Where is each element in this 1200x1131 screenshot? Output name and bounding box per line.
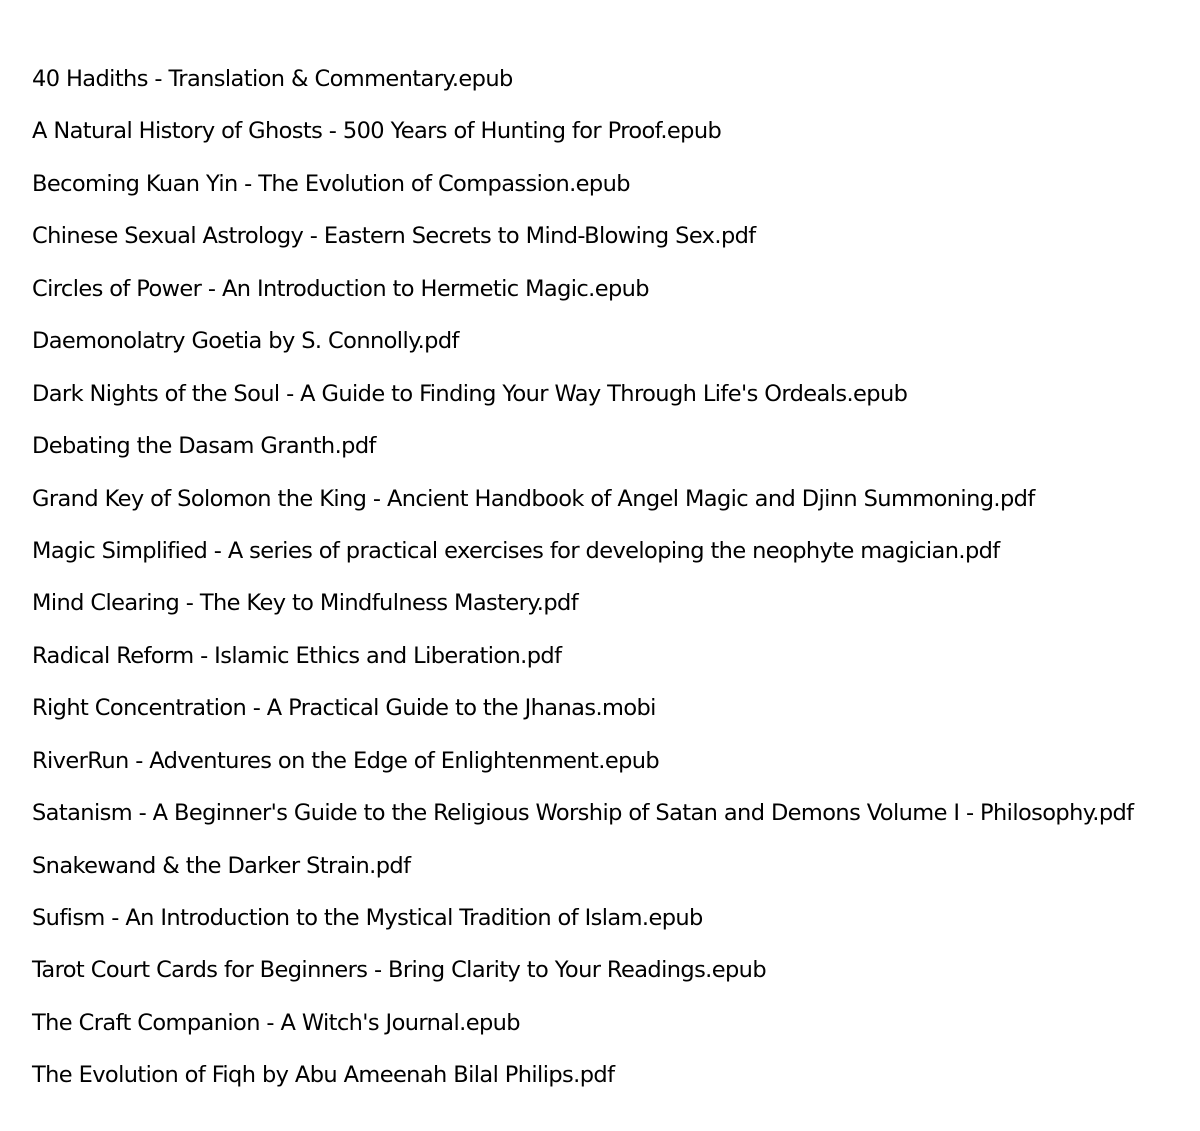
file-item: Circles of Power - An Introduction to Hermetic Magic.epub — [32, 275, 649, 302]
file-item: Radical Reform - Islamic Ethics and Liberation.pdf — [32, 642, 562, 669]
file-item: Snakewand & the Darker Strain.pdf — [32, 852, 411, 879]
file-item: Chinese Sexual Astrology - Eastern Secrets to Mind-Blowing Sex.pdf — [32, 223, 756, 250]
file-item: RiverRun - Adventures on the Edge of Enlightenment.epub — [32, 747, 660, 774]
file-item: Right Concentration - A Practical Guide to the Jhanas.mobi — [32, 695, 656, 722]
file-item: Dark Nights of the Soul - A Guide to Finding Your Way Through Life's Ordeals.epub — [32, 380, 908, 407]
file-item: The Craft Companion - A Witch's Journal.epub — [32, 1009, 520, 1036]
file-item: 40 Hadiths - Translation & Commentary.epub — [32, 66, 513, 92]
file-item: Magic Simplified - A series of practical exercises for developing the neophyte magician.pdf — [32, 537, 1000, 564]
file-list — [32, 60, 1192, 1109]
file-item: Debating the Dasam Granth.pdf — [32, 433, 376, 460]
file-item: Becoming Kuan Yin - The Evolution of Compassion.epub — [32, 170, 630, 197]
file-item: Tarot Court Cards for Beginners - Bring Clarity to Your Readings.epub — [32, 957, 767, 984]
file-item: A Natural History of Ghosts - 500 Years of Hunting for Proof.epub — [32, 118, 722, 145]
file-item: The Evolution of Fiqh by Abu Ameenah Bilal Philips.pdf — [32, 1062, 615, 1089]
file-item: Daemonolatry Goetia by S. Connolly.pdf — [32, 328, 459, 355]
file-item: Satanism - A Beginner's Guide to the Religious Worship of Satan and Demons Volume I - Philosophy.pdf — [32, 800, 1134, 827]
file-item: Mind Clearing - The Key to Mindfulness Mastery.pdf — [32, 590, 579, 617]
file-item: Sufism - An Introduction to the Mystical Tradition of Islam.epub — [32, 905, 703, 931]
file-item: Grand Key of Solomon the King - Ancient Handbook of Angel Magic and Djinn Summoning.pdf — [32, 485, 1035, 512]
